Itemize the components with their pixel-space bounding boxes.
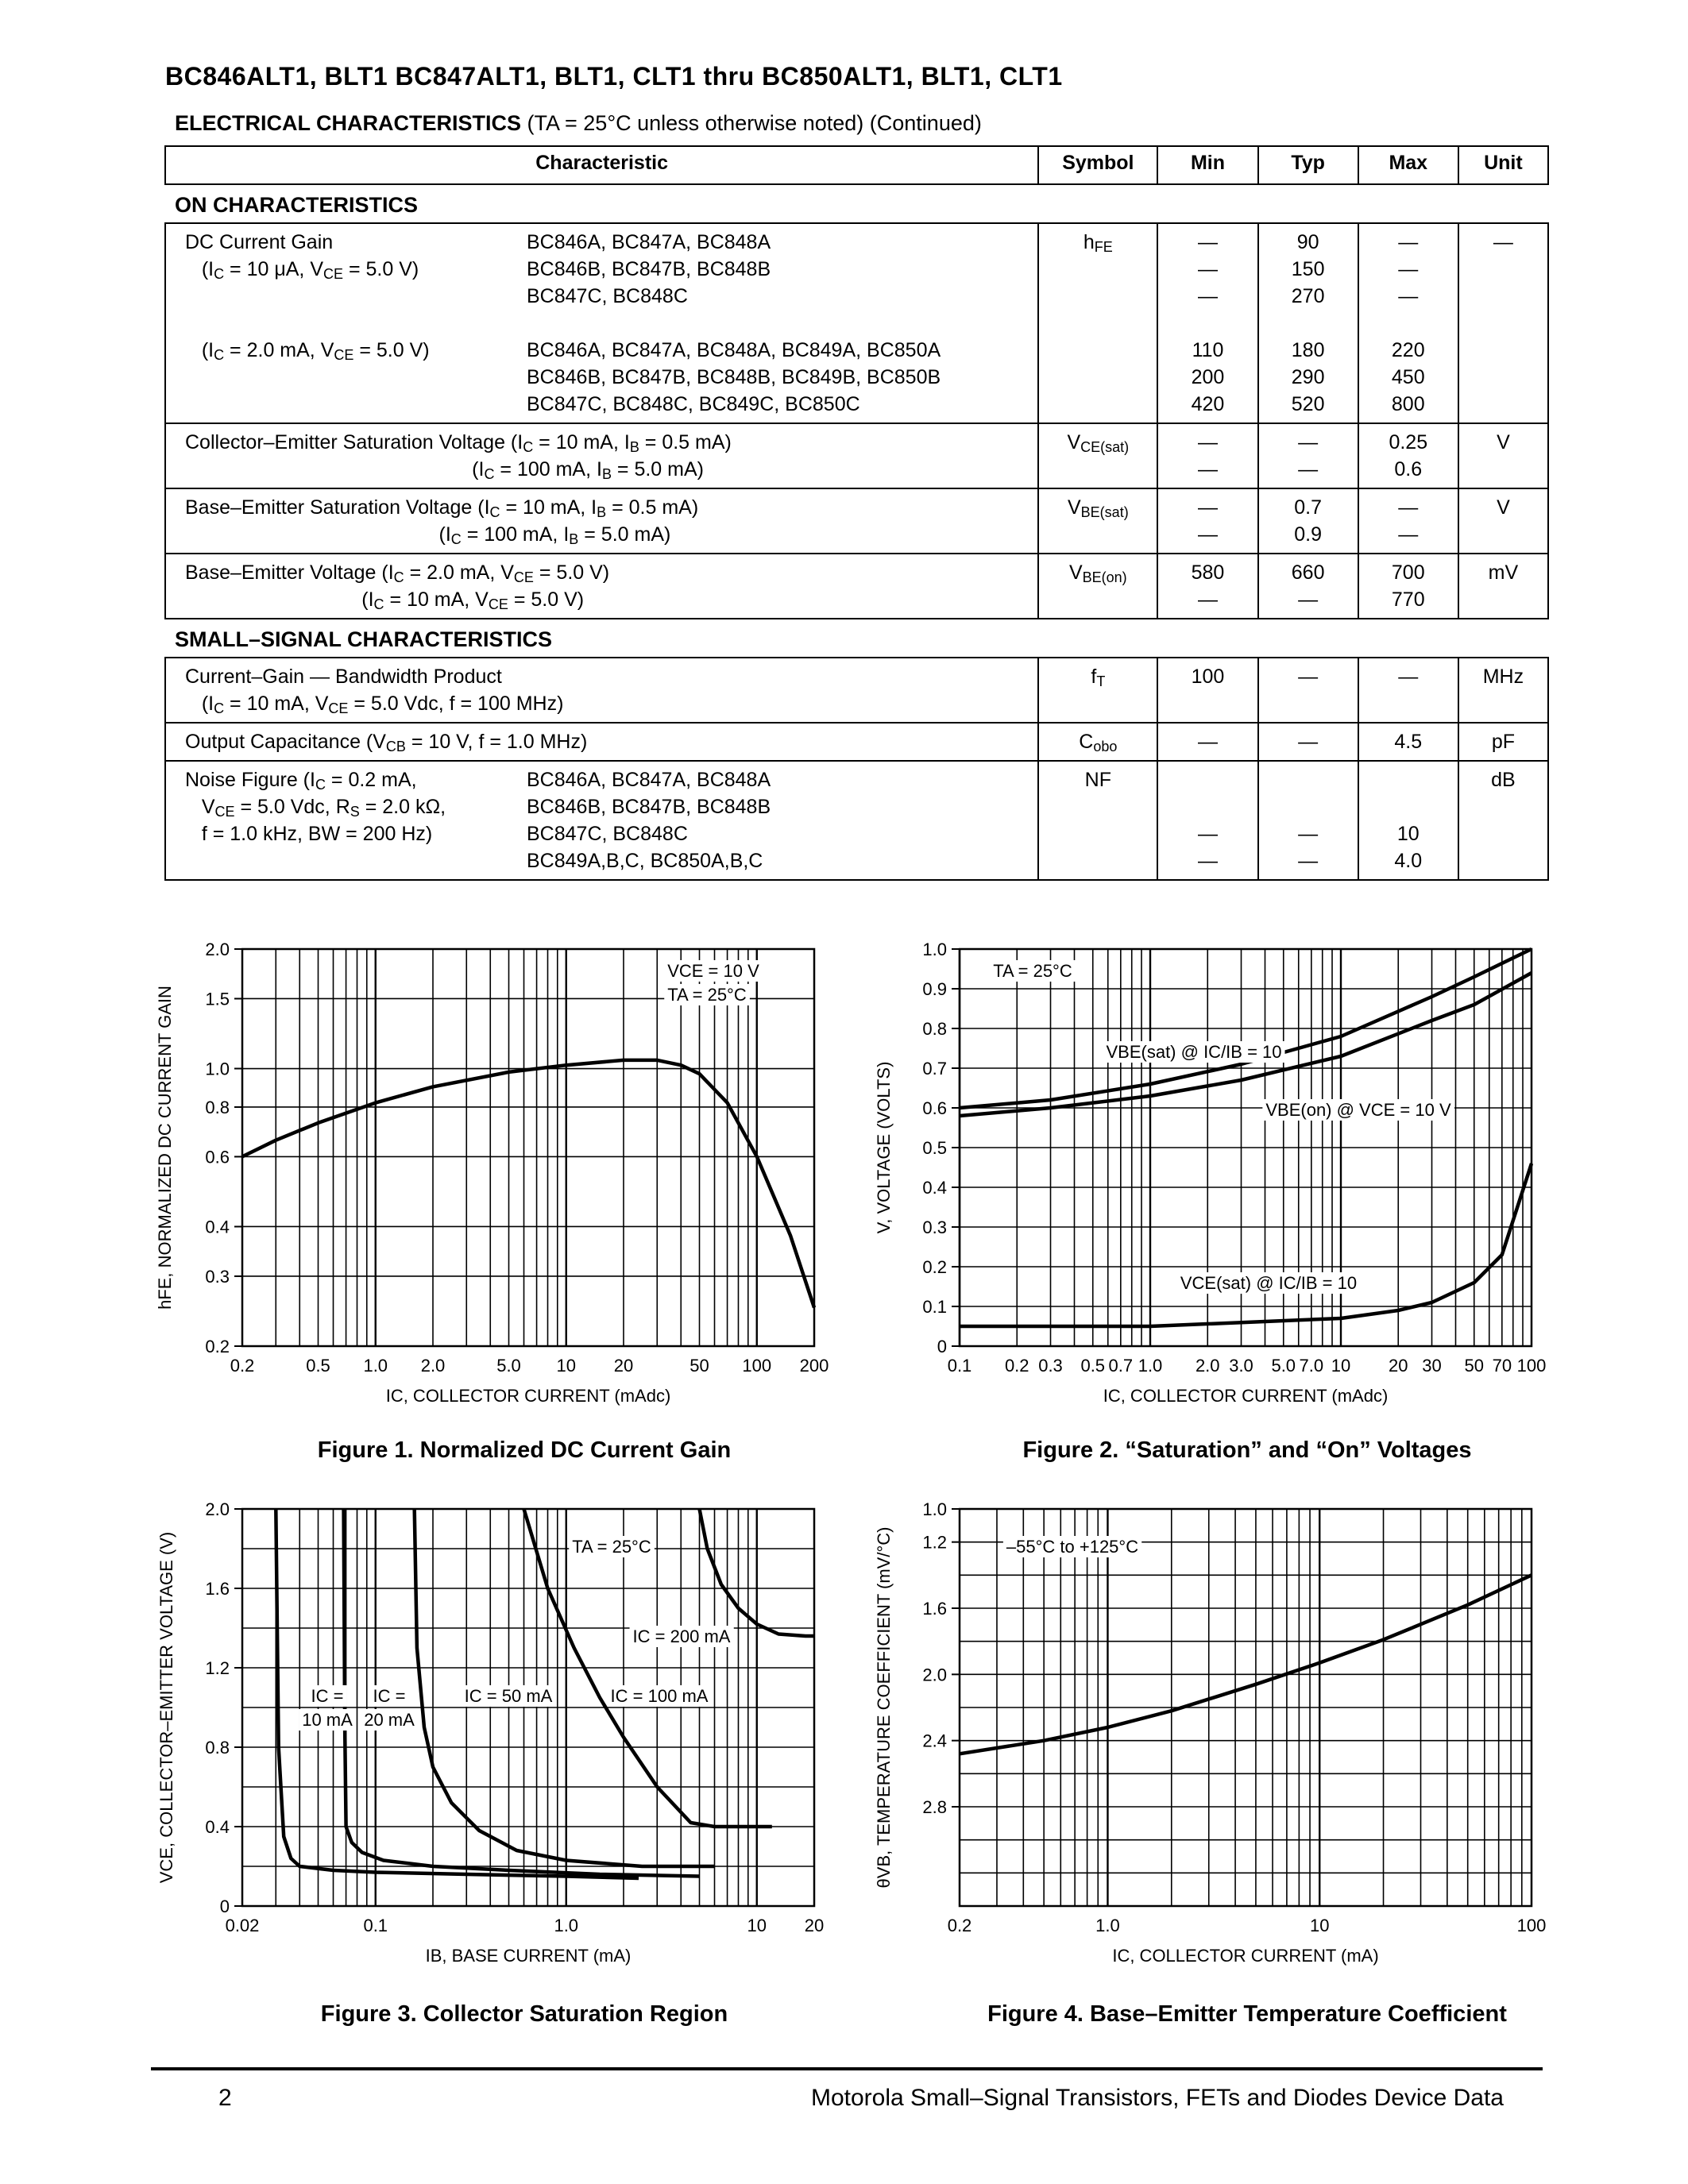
figure-1-caption: Figure 1. Normalized DC Current Gain <box>317 1437 732 1463</box>
characteristic-text: Base–Emitter Saturation Voltage ($I_C = 10$ mA, $I_B = 0.5$ mA) <box>185 496 699 520</box>
annotation-label: TA = 25°C <box>572 1537 651 1557</box>
x-tick-label: 10 <box>1309 1916 1330 1935</box>
characteristic-text: ($I_C = 100$ mA, $I_B = 5.0$ mA) <box>185 523 671 547</box>
y-tick-label: 1.6 <box>205 1579 230 1599</box>
section-title: SMALL–SIGNAL CHARACTERISTICS <box>165 619 1548 658</box>
x-tick-label: 2.0 <box>1195 1356 1220 1376</box>
x-tick-label: 1.0 <box>1095 1916 1120 1935</box>
y-tick-label: 0.6 <box>205 1147 230 1167</box>
characteristic-text: $V_{CE} = 5.0$ Vdc, $R_S = 2.0$ kΩ, <box>185 796 446 820</box>
device-list-text: BC846A, BC847A, BC848A <box>527 769 771 791</box>
x-tick-label: 50 <box>689 1356 709 1376</box>
y-tick-label: 0.2 <box>922 1257 947 1277</box>
symbol-cell: $C_{obo}$ <box>1038 723 1157 761</box>
y-tick-label: 0.6 <box>922 1098 947 1118</box>
footer-rule <box>151 2067 1543 2070</box>
characteristic-text <box>185 847 527 874</box>
section-title: ON CHARACTERISTICS <box>165 184 1548 223</box>
electrical-characteristics-table <box>164 145 1549 881</box>
device-list-text: BC847C, BC848C <box>527 285 688 307</box>
annotation-label: TA = 25°C <box>993 961 1072 981</box>
x-tick-label: 100 <box>742 1356 772 1376</box>
y-tick-label: 1.2 <box>922 1532 947 1553</box>
characteristic-cell <box>165 223 1038 423</box>
typ-cell: — — <box>1258 761 1358 880</box>
characteristic-text: ($I_C = 10$ mA, $V_{CE} = 5.0$ V) <box>185 588 585 612</box>
y-tick-label: 2.4 <box>922 1731 947 1751</box>
x-tick-label: 0.2 <box>230 1356 255 1376</box>
characteristic-cell <box>165 488 1038 554</box>
device-list-text: BC847C, BC848C <box>527 823 688 845</box>
x-tick-label: 0.02 <box>225 1916 260 1935</box>
annotation-label: IC = <box>373 1686 406 1706</box>
characteristic-text: Current–Gain — Bandwidth Product <box>185 666 502 688</box>
symbol-cell: $h_{FE}$ <box>1038 223 1157 423</box>
unit-cell: pF <box>1458 723 1548 761</box>
unit-cell: dB <box>1458 761 1548 880</box>
y-tick-label: 2.0 <box>922 1665 947 1685</box>
characteristic-text <box>185 310 527 337</box>
min-cell: — — <box>1157 488 1257 554</box>
characteristic-cell <box>165 554 1038 619</box>
table-row <box>165 723 1548 761</box>
max-cell: — — — 220 450 800 <box>1358 223 1458 423</box>
y-tick-label: 0.7 <box>922 1059 947 1078</box>
y-tick-label: 1.0 <box>205 1059 230 1079</box>
plot-frame <box>242 949 814 1346</box>
min-cell: — — <box>1157 761 1257 880</box>
annotation-label: VBE(on) @ VCE = 10 V <box>1265 1100 1451 1120</box>
characteristic-text: Noise Figure ($I_C = 0.2$ mA, <box>185 769 417 793</box>
x-tick-label: 0.3 <box>1038 1356 1063 1376</box>
x-tick-label: 7.0 <box>1299 1356 1324 1376</box>
y-axis-label: VCE, COLLECTOR–EMITTER VOLTAGE (V) <box>156 1531 176 1884</box>
typ-cell: — <box>1258 723 1358 761</box>
annotation-label: IC = <box>311 1686 344 1706</box>
y-tick-label: 1.0 <box>922 1499 947 1519</box>
header-characteristic: Characteristic <box>165 146 1038 184</box>
y-tick-label: 0.8 <box>922 1019 947 1039</box>
subtitle-bold: ELECTRICAL CHARACTERISTICS <box>175 111 522 135</box>
footer-text: Motorola Small–Signal Transistors, FETs and Diodes Device Data <box>810 2085 1504 2111</box>
table-row <box>165 223 1548 423</box>
x-tick-label: 50 <box>1464 1356 1484 1376</box>
header-unit: Unit <box>1458 146 1548 184</box>
figure-2-caption: Figure 2. “Saturation” and “On” Voltages <box>1022 1437 1472 1463</box>
table-row <box>165 423 1548 488</box>
x-tick-label: 0.5 <box>1080 1356 1106 1376</box>
max-cell: 0.25 0.6 <box>1358 423 1458 488</box>
unit-cell: mV <box>1458 554 1548 619</box>
x-tick-label: 20 <box>804 1916 825 1935</box>
header-max: Max <box>1358 146 1458 184</box>
device-list-text: BC846B, BC847B, BC848B <box>527 796 771 818</box>
annotation-label: TA = 25°C <box>667 985 747 1005</box>
y-tick-label: 0.1 <box>922 1297 947 1317</box>
max-cell: — — <box>1358 488 1458 554</box>
section-row <box>165 184 1548 223</box>
section-row <box>165 619 1548 658</box>
x-axis-label: IB, BASE CURRENT (mA) <box>425 1946 632 1966</box>
x-tick-label: 5.0 <box>1271 1356 1296 1376</box>
header-min: Min <box>1157 146 1257 184</box>
annotation-label: VCE = 10 V <box>667 961 759 981</box>
y-tick-label: 0.3 <box>922 1217 947 1237</box>
characteristic-text: Base–Emitter Voltage ($I_C = 2.0$ mA, $V_{CE} = 5.0$ V) <box>185 561 610 585</box>
typ-cell: 0.7 0.9 <box>1258 488 1358 554</box>
header-symbol: Symbol <box>1038 146 1157 184</box>
characteristic-cell <box>165 423 1038 488</box>
annotation-label: VCE(sat) @ IC/IB = 10 <box>1180 1273 1358 1293</box>
x-tick-label: 100 <box>1516 1916 1547 1935</box>
typ-cell: — — <box>1258 423 1358 488</box>
unit-cell: MHz <box>1458 658 1548 723</box>
subtitle-rest: (TA = 25°C unless otherwise noted) (Continued) <box>521 111 982 135</box>
max-cell: — <box>1358 658 1458 723</box>
min-cell: — — <box>1157 423 1257 488</box>
y-tick-label: 0 <box>937 1337 947 1356</box>
symbol-cell: $V_{BE(sat)}$ <box>1038 488 1157 554</box>
min-cell: 580 — <box>1157 554 1257 619</box>
characteristic-text: Collector–Emitter Saturation Voltage ($I_C = 10$ mA, $I_B = 0.5$ mA) <box>185 431 732 455</box>
x-tick-label: 30 <box>1422 1356 1442 1376</box>
x-tick-label: 1.0 <box>1138 1356 1163 1376</box>
x-tick-label: 10 <box>747 1916 767 1935</box>
chart-normalized-dc-current-gain <box>151 933 850 1410</box>
x-tick-label: 70 <box>1492 1356 1512 1376</box>
symbol-cell: $V_{CE(sat)}$ <box>1038 423 1157 488</box>
x-tick-label: 0.2 <box>947 1916 972 1935</box>
annotation-label: IC = 50 mA <box>464 1686 553 1706</box>
y-tick-label: 1.2 <box>205 1658 230 1678</box>
x-tick-label: 5.0 <box>496 1356 521 1376</box>
characteristic-cell <box>165 658 1038 723</box>
x-tick-label: 10 <box>1331 1356 1351 1376</box>
series-line-0 <box>242 1060 814 1308</box>
min-cell: — — — 110 200 420 <box>1157 223 1257 423</box>
x-tick-label: 1.0 <box>554 1916 579 1935</box>
y-tick-label: 2.8 <box>922 1797 947 1817</box>
x-tick-label: 200 <box>799 1356 829 1376</box>
device-list-text: BC846A, BC847A, BC848A, BC849A, BC850A <box>527 339 941 361</box>
x-tick-label: 0.1 <box>363 1916 388 1935</box>
unit-cell: — <box>1458 223 1548 423</box>
figure-4-caption: Figure 4. Base–Emitter Temperature Coefficient <box>987 2001 1507 2027</box>
x-tick-label: 20 <box>613 1356 634 1376</box>
x-tick-label: 0.7 <box>1108 1356 1134 1376</box>
characteristic-text: DC Current Gain <box>185 231 334 253</box>
chart-saturation-on-voltages <box>874 933 1557 1410</box>
max-cell: 4.5 <box>1358 723 1458 761</box>
table-header-row <box>165 146 1548 184</box>
x-tick-label: 0.2 <box>1004 1356 1029 1376</box>
annotation-label: IC = 100 mA <box>610 1686 709 1706</box>
characteristic-text: ($I_C = 100$ mA, $I_B = 5.0$ mA) <box>185 458 704 482</box>
device-list-text: BC846A, BC847A, BC848A <box>527 231 771 253</box>
characteristic-text <box>185 391 527 418</box>
x-tick-label: 3.0 <box>1229 1356 1253 1376</box>
y-tick-label: 0.3 <box>205 1266 230 1287</box>
y-axis-label: θVB, TEMPERATURE COEFFICIENT (mV/°C) <box>874 1526 894 1889</box>
table-row <box>165 658 1548 723</box>
y-tick-label: 0.4 <box>922 1178 947 1198</box>
document-title: BC846ALT1, BLT1 BC847ALT1, BLT1, CLT1 thru BC850ALT1, BLT1, CLT1 <box>165 62 1063 91</box>
x-tick-label: 0.5 <box>306 1356 330 1376</box>
table-row <box>165 554 1548 619</box>
x-tick-label: 1.0 <box>363 1356 388 1376</box>
characteristic-text: ($I_C = 10$ mA, $V_{CE} = 5.0$ Vdc, f = 100 MHz) <box>185 693 564 716</box>
y-tick-label: 0 <box>219 1897 230 1916</box>
page-number: 2 <box>218 2085 232 2111</box>
y-tick-label: 0.2 <box>205 1337 230 1356</box>
x-axis-label: IC, COLLECTOR CURRENT (mAdc) <box>1103 1386 1389 1406</box>
y-axis-label: hFE, NORMALIZED DC CURRENT GAIN <box>155 986 175 1310</box>
y-tick-label: 0.5 <box>922 1138 947 1158</box>
max-cell: 10 4.0 <box>1358 761 1458 880</box>
y-tick-label: 0.4 <box>205 1217 230 1237</box>
series-line-0 <box>960 1575 1532 1754</box>
max-cell: 700 770 <box>1358 554 1458 619</box>
annotation-label: 20 mA <box>364 1710 415 1730</box>
y-tick-label: 2.0 <box>205 1499 230 1519</box>
x-tick-label: 0.1 <box>947 1356 972 1376</box>
unit-cell: V <box>1458 488 1548 554</box>
y-axis-label: V, VOLTAGE (VOLTS) <box>874 1061 894 1234</box>
characteristic-cell <box>165 761 1038 880</box>
y-tick-label: 0.9 <box>922 979 947 999</box>
figure-3-caption: Figure 3. Collector Saturation Region <box>320 2001 728 2027</box>
y-tick-label: 1.5 <box>205 989 230 1009</box>
y-tick-label: 0.8 <box>205 1097 230 1117</box>
characteristic-text: ($I_C = 2.0$ mA, $V_{CE} = 5.0$ V) <box>185 339 430 363</box>
symbol-cell: $f_T$ <box>1038 658 1157 723</box>
min-cell: 100 <box>1157 658 1257 723</box>
y-tick-label: 1.6 <box>922 1599 947 1619</box>
device-list-text: BC846B, BC847B, BC848B, BC849B, BC850B <box>527 366 941 388</box>
x-axis-label: IC, COLLECTOR CURRENT (mAdc) <box>385 1386 671 1406</box>
device-list-text: BC847C, BC848C, BC849C, BC850C <box>527 393 860 415</box>
annotation-label: VBE(sat) @ IC/IB = 10 <box>1106 1042 1282 1062</box>
device-list-text <box>527 310 941 337</box>
device-list-text: BC849A,B,C, BC850A,B,C <box>527 850 763 872</box>
x-tick-label: 2.0 <box>420 1356 446 1376</box>
symbol-cell: $V_{BE(on)}$ <box>1038 554 1157 619</box>
device-list-text: BC846B, BC847B, BC848B <box>527 258 771 280</box>
typ-cell: — <box>1258 658 1358 723</box>
min-cell: — <box>1157 723 1257 761</box>
table-subtitle <box>175 111 982 136</box>
typ-cell: 660 — <box>1258 554 1358 619</box>
x-tick-label: 10 <box>556 1356 576 1376</box>
characteristic-text <box>185 364 527 391</box>
x-tick-label: 100 <box>1516 1356 1547 1376</box>
symbol-cell: NF <box>1038 761 1157 880</box>
y-tick-label: 0.4 <box>205 1817 230 1837</box>
annotation-label: –55°C to +125°C <box>1006 1537 1139 1557</box>
table-row <box>165 761 1548 880</box>
characteristic-cell <box>165 723 1038 761</box>
y-tick-label: 2.0 <box>205 940 230 959</box>
y-tick-label: 0.8 <box>205 1738 230 1758</box>
characteristic-text: ($I_C = 10$ μA, $V_{CE} = 5.0$ V) <box>185 258 419 282</box>
table-row <box>165 488 1548 554</box>
annotation-label: IC = 200 mA <box>632 1626 731 1646</box>
x-axis-label: IC, COLLECTOR CURRENT (mA) <box>1112 1946 1379 1966</box>
unit-cell: V <box>1458 423 1548 488</box>
characteristic-text <box>185 283 527 310</box>
y-tick-label: 1.0 <box>922 940 947 959</box>
chart-base-emitter-temp-coefficient <box>874 1493 1557 1970</box>
header-typ: Typ <box>1258 146 1358 184</box>
annotation-label: 10 mA <box>302 1710 353 1730</box>
characteristic-text: f = 1.0 kHz, BW = 200 Hz) <box>185 823 433 845</box>
typ-cell: 90 150 270 180 290 520 <box>1258 223 1358 423</box>
characteristic-text: Output Capacitance ($V_{CB} = 10$ V, f = 1.0 MHz) <box>185 731 588 754</box>
x-tick-label: 20 <box>1389 1356 1408 1376</box>
chart-collector-saturation-region <box>151 1493 850 1970</box>
